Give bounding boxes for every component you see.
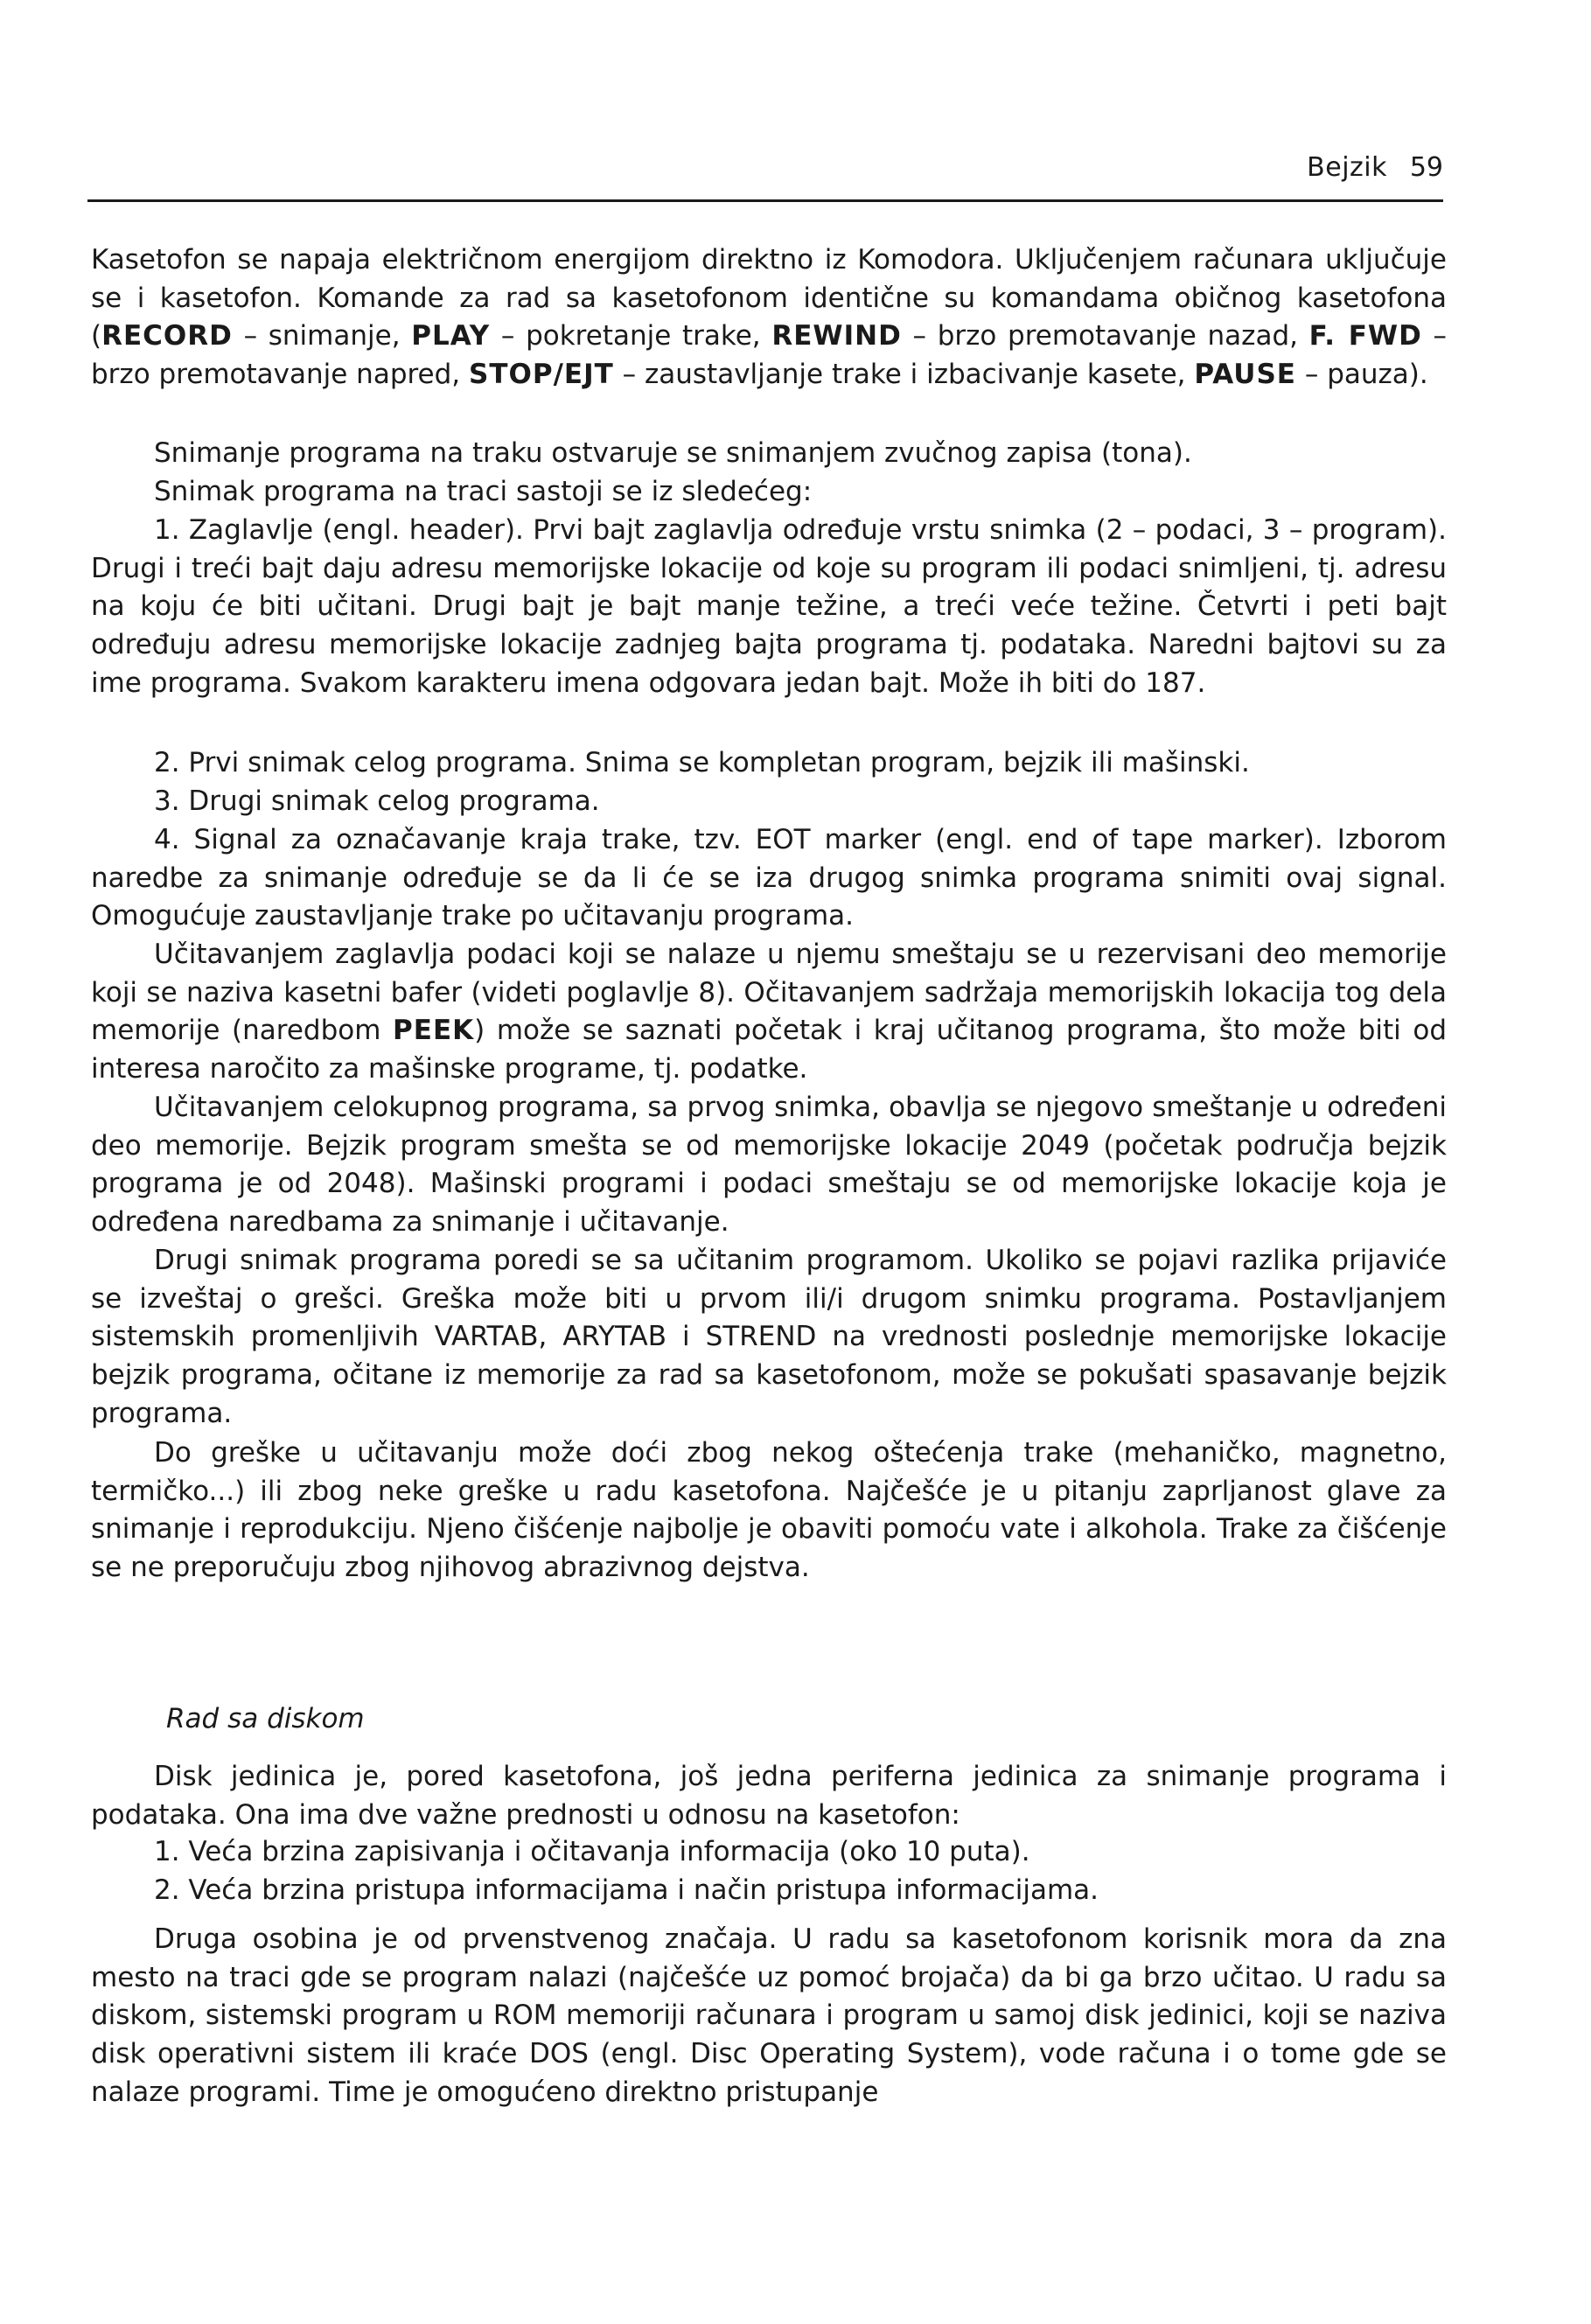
paragraph-verify bbox=[91, 1242, 1447, 1434]
keyword-play: PLAY bbox=[411, 320, 491, 352]
text: 4. Signal za označavanje kraja trake, tzv. EOT marker (engl. end of tape marker). Izborom naredbe za snimanje određuje se da li će se iza drugog snimka programa snimiti ovaj signal. Omogućuje zaustavljanje trake po učitavanju programa. bbox=[91, 824, 1447, 932]
keyword-record: RECORD bbox=[101, 320, 233, 352]
paragraph-recording-structure bbox=[91, 473, 1447, 512]
list-item-first-recording bbox=[91, 744, 1447, 783]
text: Kasetofon se napaja električnom energijom direktno iz Komodora. Uključenjem računara uključuje se i kasetofon. Komande za rad sa kasetofonom identične su komandama običnog kasetofona ( bbox=[91, 244, 1447, 352]
text: Druga osobina je od prvenstvenog značaja. U radu sa kasetofonom korisnik mora da zna mesto na traci gde se program nalazi (najčešće uz pomoć brojača) da bi ga brzo učitao. U radu sa diskom, sistemski program u ROM memoriji računara i program u samoj disk jedinici, koji se naziva disk operativni sistem ili kraće DOS (engl. Disc Operating System), vode računa i o tome gde se nalaze programi. Time je omogućeno direktno pristupanje bbox=[91, 1923, 1447, 2108]
text: – snimanje, bbox=[232, 320, 412, 352]
paragraph-program-loading bbox=[91, 1089, 1447, 1242]
keyword-stop-ejt: STOP/EJT bbox=[469, 359, 614, 391]
keyword-ffwd: F. FWD bbox=[1308, 320, 1422, 352]
text: – zaustavljanje trake i izbacivanje kasete, bbox=[613, 359, 1195, 391]
list-item-disk-speed bbox=[91, 1833, 1447, 1872]
text: 3. Drugi snimak celog programa. bbox=[154, 785, 600, 817]
text: 2. Veća brzina pristupa informacijama i način pristupa informacijama. bbox=[154, 1874, 1099, 1906]
text: – brzo premotavanje napred, bbox=[91, 320, 1448, 391]
page-header bbox=[87, 149, 1443, 189]
list-item-disk-access bbox=[91, 1872, 1447, 1910]
list-item-eot-marker bbox=[91, 821, 1447, 936]
text: Do greške u učitavanju može doći zbog nekog oštećenja trake (mehaničko, magnetno, termičko...) ili zbog neke greške u radu kasetofona. Najčešće je u pitanju zaprljanost glave za snimanje i reprodukciju. Njeno čišćenje najbolje je obaviti pomoću vate i alkohola. Trake za čišćenje se ne preporučuju zbog njihovog abrazivnog dejstva. bbox=[91, 1437, 1447, 1584]
paragraph-cassette-power bbox=[91, 241, 1447, 394]
text: 1. Zaglavlje (engl. header). Prvi bajt zaglavlja određuje vrstu snimka (2 – podaci, 3 – program). Drugi i treći bajt daju adresu memorijske lokacije od koje su program ili podaci snimljeni, tj. adresu na koju će biti učitani. Drugi bajt je bajt manje težine, a treći veće težine. Četvrti i peti bajt određuju adresu memorijske lokacije zadnjeg bajta programa tj. podataka. Naredni bajtovi su za ime programa. Svakom karakteru imena odgovara jedan bajt. Može ih biti do 187. bbox=[91, 514, 1447, 699]
paragraph-load-errors bbox=[91, 1434, 1447, 1588]
paragraph-dos bbox=[91, 1921, 1447, 2112]
running-title: Bejzik bbox=[1307, 152, 1387, 183]
text: Učitavanjem zaglavlja podaci koji se nalaze u njemu smeštaju se u rezervisani deo memorije koji se naziva kasetni bafer (videti poglavlje 8). Očitavanjem sadržaja memorijskih lokacija tog dela memorije (naredbom bbox=[91, 939, 1447, 1047]
list-item-second-recording bbox=[91, 783, 1447, 821]
text: Disk jedinica je, pored kasetofona, još jedna periferna jedinica za snimanje programa i podataka. Ona ima dve važne prednosti u odnosu na kasetofon: bbox=[91, 1761, 1447, 1831]
text: – pauza). bbox=[1295, 359, 1428, 391]
text: Snimak programa na traci sastoji se iz sledećeg: bbox=[154, 476, 813, 507]
text: – brzo premotavanje nazad, bbox=[901, 320, 1309, 352]
text: Snimanje programa na traku ostvaruje se snimanjem zvučnog zapisa (tona). bbox=[154, 437, 1192, 469]
text: Drugi snimak programa poredi se sa učitanim programom. Ukoliko se pojavi razlika prijaviće se izveštaj o grešci. Greška može biti u prvom ili/i drugom snimku programa. Postavljanjem sistemskih promenljivih VARTAB, ARYTAB i STREND na vrednosti poslednje memorijske lokacije bejzik programa, očitane iz memorije za rad sa kasetofonom, može se pokušati spasavanje bejzik programa. bbox=[91, 1245, 1447, 1429]
text: 2. Prvi snimak celog programa. Snima se kompletan program, bejzik ili mašinski. bbox=[154, 747, 1250, 778]
section-heading: Rad sa diskom bbox=[166, 1703, 365, 1734]
text: Učitavanjem celokupnog programa, sa prvog snimka, obavlja se njegovo smeštanje u određeni deo memorije. Bejzik program smešta se od memorijske lokacije 2049 (početak područja bejzik programa je od 2048). Mašinski programi i podaci smeštaju se od memorijske lokacije koja je određena naredbama za snimanje i učitavanje. bbox=[91, 1092, 1447, 1239]
text: 1. Veća brzina zapisivanja i očitavanja informacija (oko 10 puta). bbox=[154, 1836, 1030, 1867]
keyword-pause: PAUSE bbox=[1194, 359, 1296, 391]
keyword-rewind: REWIND bbox=[771, 320, 902, 352]
paragraph-disk-intro bbox=[91, 1758, 1447, 1834]
keyword-peek: PEEK bbox=[393, 1015, 475, 1047]
text: – pokretanje trake, bbox=[490, 320, 772, 352]
paragraph-header-loading bbox=[91, 936, 1447, 1089]
header-rule bbox=[87, 199, 1443, 202]
text: ) može se saznati početak i kraj učitanog programa, što može biti od interesa naročito za mašinske programe, tj. podatke. bbox=[91, 1015, 1447, 1085]
paragraph-recording bbox=[91, 435, 1447, 473]
page-number: 59 bbox=[1409, 152, 1443, 183]
list-item-header bbox=[91, 512, 1447, 703]
